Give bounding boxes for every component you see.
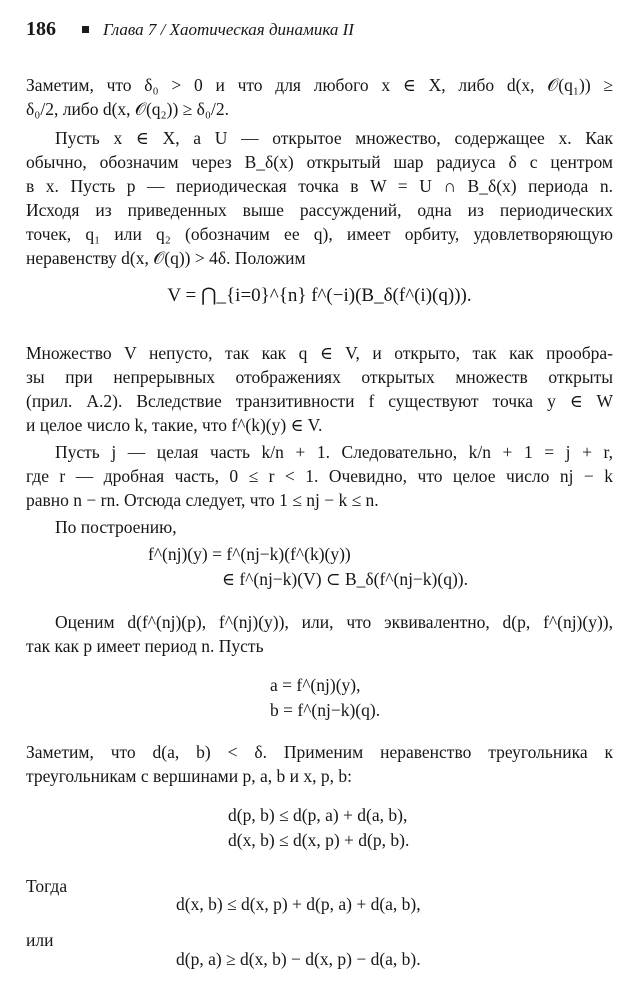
text-line: Оценим d(f^(nj)(p), f^(nj)(y)), или, что эквивалентно, d(p, f^(nj)(y)), [55,612,613,632]
running-title: Глава 7 / Хаотическая динамика II [103,20,354,39]
text-line: Заметим, что δ₀ > 0 и что для любого x ∈ X, либо d(x, 𝒪(q₁)) ≥ [26,75,613,95]
text-line: Исходя из приведенных выше рассуждений, одна из периодических [26,200,613,220]
equation-line: f^(nj)(y) = f^(nj−k)(f^(k)(y)) [148,544,351,564]
equation-line: d(p, b) ≤ d(p, a) + d(a, b), [228,805,408,825]
text-line: Множество V непусто, так как q ∈ V, и открыто, так как прообра- [26,343,613,363]
equation-line: ∈ f^(nj−k)(V) ⊂ B_δ(f^(nj−k)(q)). [222,569,468,589]
text-line: в x. Пусть p — периодическая точка в W = U ∩ B_δ(x) периода n. [26,176,613,196]
equation-line: d(x, b) ≤ d(x, p) + d(p, a) + d(a, b), [176,894,421,914]
equation-line: b = f^(nj−k)(q). [270,700,381,720]
bullet-separator [82,26,89,33]
equation-v: V = ⋂_{i=0}^{n} f^(−i)(B_δ(f^(i)(q))). [167,285,472,306]
text-line: равно n − rn. Отсюда следует, что 1 ≤ nj − k ≤ n. [26,490,379,510]
text-line: (прил. А.2). Вследствие транзитивности f существуют точка y ∈ W [26,391,613,411]
text-line: δ₀/2, либо d(x, 𝒪(q₂)) ≥ δ₀/2. [26,99,229,119]
text-line: где r — дробная часть, 0 ≤ r < 1. Очевидно, что целое число nj − k [26,466,613,486]
text-line: треугольникам с вершинами p, a, b и x, p, b: [26,766,352,786]
text-line: Тогда [26,876,68,896]
page-number: 186 [26,18,56,40]
text-line: точек, q₁ или q₂ (обозначим ее q), имеет орбиту, удовлетворяющую [26,224,613,244]
text-line: или [26,930,54,950]
equation-line: d(x, b) ≤ d(x, p) + d(p, b). [228,830,410,850]
equation-line: d(p, a) ≥ d(x, b) − d(x, p) − d(a, b). [176,949,421,969]
text-line: Заметим, что d(a, b) < δ. Применим неравенство треугольника к [26,742,613,762]
text-line: Пусть x ∈ X, а U — открытое множество, содержащее x. Как [55,128,613,148]
equation-line: a = f^(nj)(y), [270,675,361,695]
text-line: так как p имеет период n. Пусть [26,636,264,656]
text-line: зы при непрерывных отображениях открытых множеств открыты [26,367,613,387]
text-line: и целое число k, такие, что f^(k)(y) ∈ V. [26,415,323,435]
text-line: обычно, обозначим через B_δ(x) открытый шар радиуса δ с центром [26,152,613,172]
text-line: неравенству d(x, 𝒪(q)) > 4δ. Положим [26,248,306,268]
text-line: По построению, [55,517,177,537]
text-line: Пусть j — целая часть k/n + 1. Следовательно, k/n + 1 = j + r, [55,442,613,462]
